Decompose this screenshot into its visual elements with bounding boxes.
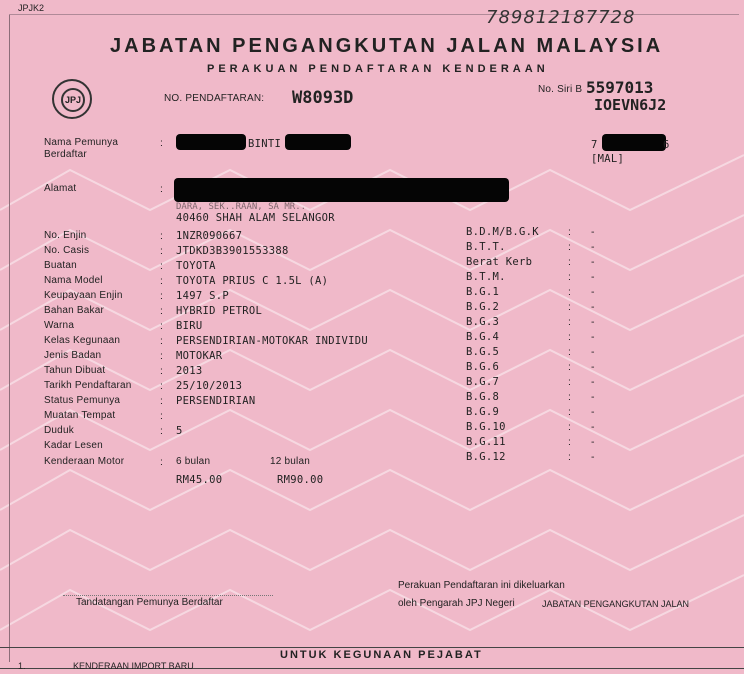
bg2-value: - <box>591 301 595 313</box>
bg11-label: B.G.11 <box>466 436 506 448</box>
bg8-label: B.G.8 <box>466 391 500 403</box>
bg10-value: - <box>591 421 595 433</box>
document-code: IOEVN6J2 <box>594 96 667 114</box>
twelve-month-label: 12 bulan <box>270 456 310 467</box>
address-city-line: 40460 SHAH ALAM SELANGOR <box>176 212 335 224</box>
year-made-label: Tahun Dibuat <box>44 365 106 376</box>
bg3-label: B.G.3 <box>466 316 500 328</box>
bg10-label: B.G.10 <box>466 421 506 433</box>
bg7-label: B.G.7 <box>466 376 500 388</box>
btm-value: - <box>591 271 595 283</box>
weight-gvw-label: B.D.M/B.G.K <box>466 226 539 238</box>
owner-status-value: PERSENDIRIAN <box>176 395 256 407</box>
bg5-value: - <box>591 346 595 358</box>
issued-line-2: oleh Pengarah JPJ Negeri <box>398 598 515 609</box>
issued-line-1: Perakuan Pendaftaran ini dikeluarkan <box>398 580 565 591</box>
bg6-label: B.G.6 <box>466 361 500 373</box>
license-rate-label: Kadar Lesen <box>44 440 103 451</box>
registration-number: W8093D <box>292 88 354 108</box>
engine-number-label: No. Enjin <box>44 230 87 241</box>
six-month-fee: RM45.00 <box>176 474 223 486</box>
vehicle-registration-certificate: JPJK2 789812187728 JABATAN PENGANGKUTAN JALAN MALAYSIA PERAKUAN PENDAFTARAN KENDERAAN JPJ NO. PENDAFTARAN: W8093D No. Siri B 5597013 IOEVN6J2 Nama Pemunya Berdaftar : BINTI 7 6 [MAL] Alamat : DARA, SEK..RAAN, SA MR.. 40460 SHAH ALAM SELANGOR No. Enjin : 1NZR090667 No. Casis : JTDKD3B3901553388 Buatan : TOYOTA Nama Model : TOYOTA PRIUS C 1.5L (A) Keupayaan Enjin : 1497 S.P Bahan Bakar : HYBRID PETROL Warna : BIRU Kelas Kegunaan : PERSENDIRIAN-MOTOKAR INDIVIDU Jenis Badan : MOTOKAR Tahun Dibuat : 2013 Tarikh Pendaftaran : 25/10/2013 Status Pemunya : PERSENDIRIAN Muatan Tempat : Duduk : 5 Kadar Lesen Kenderaan Motor : 6 bulan 12 bulan RM45.00 RM90.00 B.D.M/B.G.K : - B.T.T. : - Berat Kerb : - B.T.M. : - B.G.1 : - B.G.2 : - B.G.3 : - B.G.4 : - B.G.5 : - B.G.6 : - B.G.7 : - B.G.8 : - B.G.9 : - B.G.10 : - B.G.11 : - B.G.12 : - Tandatangan Pemunya Berdaftar Perakuan Pendaftaran ini dikeluarkan oleh Pengarah JPJ Negeri JABATAN PENGANGKUTAN JALAN UNTUK KEGUNAAN PEJABAT 1. KENDERAAN IMPORT BARU <box>0 0 744 674</box>
owner-name-middle: BINTI <box>248 138 282 150</box>
left-border <box>9 14 10 662</box>
bg12-label: B.G.12 <box>466 451 506 463</box>
address-partial-line: DARA, SEK..RAAN, SA MR.. <box>176 202 307 212</box>
owner-nationality: [MAL] <box>591 153 625 165</box>
engine-capacity-value: 1497 S.P <box>176 290 229 302</box>
document-subtitle: PERAKUAN PENDAFTARAN KENDERAAN <box>207 63 549 75</box>
color-label: Warna <box>44 320 75 331</box>
bg6-value: - <box>591 361 595 373</box>
six-month-label: 6 bulan <box>176 456 211 467</box>
bg11-value: - <box>591 436 595 448</box>
signature-line <box>63 595 273 596</box>
usage-class-value: PERSENDIRIAN-MOTOKAR INDIVIDU <box>176 335 369 347</box>
twelve-month-fee: RM90.00 <box>277 474 324 486</box>
owner-id-prefix: 7 <box>591 139 598 151</box>
serial-label: No. Siri B <box>538 84 583 95</box>
model-value: TOYOTA PRIUS C 1.5L (A) <box>176 275 329 287</box>
engine-number-value: 1NZR090667 <box>176 230 243 242</box>
bg7-value: - <box>591 376 595 388</box>
issuer-name: JABATAN PENGANGKUTAN JALAN <box>542 599 690 609</box>
bg2-label: B.G.2 <box>466 301 500 313</box>
bg9-value: - <box>591 406 595 418</box>
owner-label-line1: Nama Pemunya <box>44 137 119 148</box>
owner-label-line2: Berdaftar <box>44 149 87 160</box>
year-made-value: 2013 <box>176 365 203 377</box>
bg4-value: - <box>591 331 595 343</box>
fuel-type-value: HYBRID PETROL <box>176 305 263 317</box>
body-type-label: Jenis Badan <box>44 350 102 361</box>
registration-date-value: 25/10/2013 <box>176 380 243 392</box>
bg1-label: B.G.1 <box>466 286 500 298</box>
signature-label: Tandatangan Pemunya Berdaftar <box>76 597 223 608</box>
serial-number: 5597013 <box>586 78 654 97</box>
seats-label: Duduk <box>44 425 74 436</box>
address-redaction <box>174 178 509 202</box>
owner-id-redaction <box>602 134 666 151</box>
owner-surname-redaction <box>285 134 351 150</box>
registration-date-label: Tarikh Pendaftaran <box>44 380 132 391</box>
bg5-label: B.G.5 <box>466 346 500 358</box>
chassis-number-value: JTDKD3B3901553388 <box>176 245 289 257</box>
bg4-label: B.G.4 <box>466 331 500 343</box>
kerb-weight-value: - <box>591 256 595 268</box>
bg1-value: - <box>591 286 595 298</box>
registration-label: NO. PENDAFTARAN: <box>164 93 265 104</box>
office-note-text: KENDERAAN IMPORT BARU <box>73 661 194 671</box>
bg9-label: B.G.9 <box>466 406 500 418</box>
seating-capacity-label: Muatan Tempat <box>44 410 116 421</box>
color-value: BIRU <box>176 320 203 332</box>
weight-gvw-value: - <box>591 226 595 238</box>
engine-capacity-label: Keupayaan Enjin <box>44 290 123 301</box>
btt-label: B.T.T. <box>466 241 506 253</box>
model-label: Nama Model <box>44 275 103 286</box>
usage-class-label: Kelas Kegunaan <box>44 335 121 346</box>
fuel-type-label: Bahan Bakar <box>44 305 105 316</box>
motor-vehicle-label: Kenderaan Motor <box>44 456 125 467</box>
office-note-number: 1. <box>18 661 26 671</box>
make-label: Buatan <box>44 260 77 271</box>
body-type-value: MOTOKAR <box>176 350 223 362</box>
bg8-value: - <box>591 391 595 403</box>
handwritten-serial: 789812187728 <box>486 7 636 28</box>
btt-value: - <box>591 241 595 253</box>
kerb-weight-label: Berat Kerb <box>466 256 533 268</box>
owner-id-suffix: 6 <box>663 139 670 151</box>
owner-name-redaction <box>176 134 246 150</box>
bg3-value: - <box>591 316 595 328</box>
form-code: JPJK2 <box>18 3 45 13</box>
document-title: JABATAN PENGANGKUTAN JALAN MALAYSIA <box>110 35 664 57</box>
jpj-seal-icon: JPJ <box>52 79 92 119</box>
chassis-number-label: No. Casis <box>44 245 90 256</box>
address-label: Alamat <box>44 183 77 194</box>
btm-label: B.T.M. <box>466 271 506 283</box>
seats-value: 5 <box>176 425 183 437</box>
bg12-value: - <box>591 451 595 463</box>
office-divider-top <box>0 647 744 648</box>
office-use-title: UNTUK KEGUNAAN PEJABAT <box>280 649 483 661</box>
make-value: TOYOTA <box>176 260 216 272</box>
owner-status-label: Status Pemunya <box>44 395 121 406</box>
